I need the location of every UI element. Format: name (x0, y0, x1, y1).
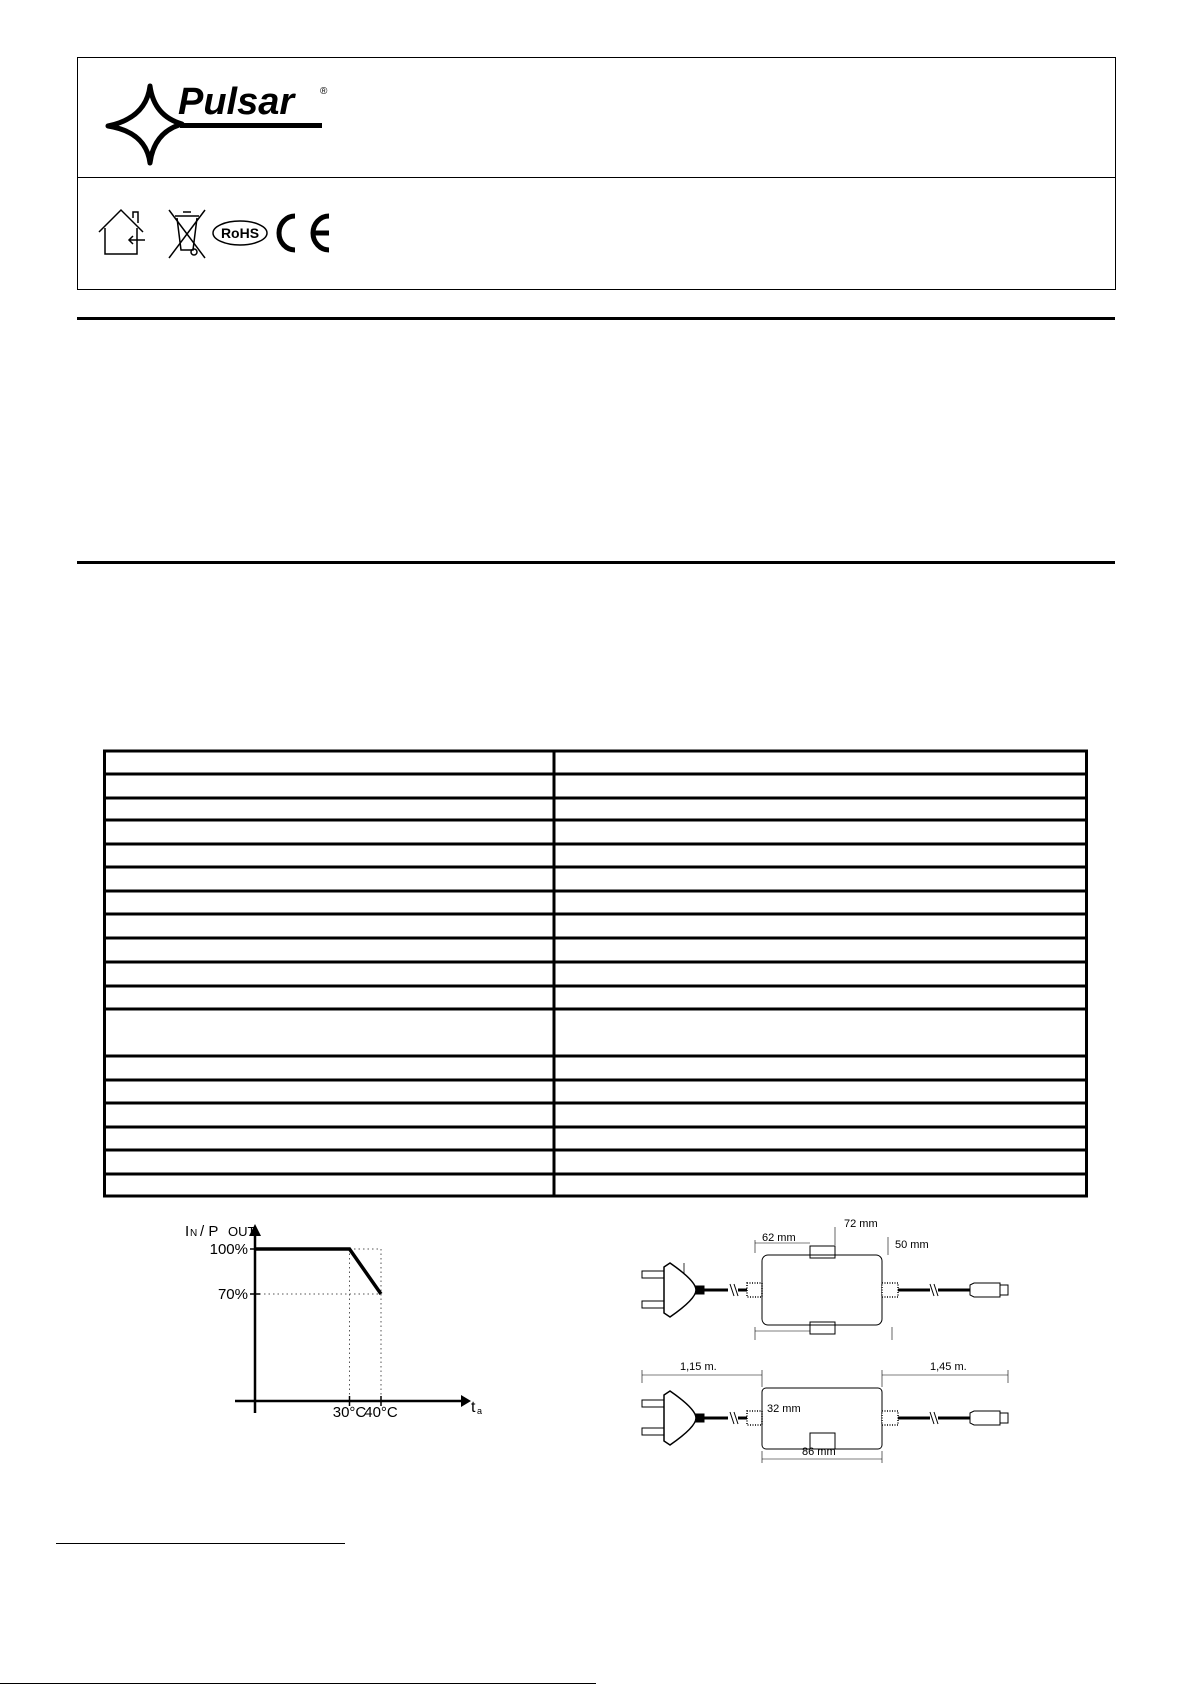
table-cell-value (556, 1058, 1086, 1079)
table-cell-label (106, 964, 553, 985)
rohs-label: RoHS (220, 225, 260, 241)
cable-out-side (882, 1411, 1008, 1425)
table-cell-label (106, 776, 553, 797)
pulsar-star-icon (108, 86, 182, 163)
y-axis-label-sub1: N (190, 1228, 198, 1239)
x-tick-label: 40°C (364, 1404, 398, 1418)
chart-guides (255, 1249, 381, 1401)
table-cell-value (556, 940, 1086, 961)
table-cell-value (556, 916, 1086, 937)
table-cell-value (556, 1082, 1086, 1102)
dim-length: 86 mm (802, 1446, 836, 1458)
table-cell-value (556, 753, 1086, 773)
table-cell-value (556, 988, 1086, 1008)
y-axis-label-sub2: OUT (228, 1224, 256, 1239)
side-view (642, 1361, 1008, 1463)
derating-chart (165, 1218, 505, 1418)
rohs-mark (213, 221, 267, 245)
table-cell-label (106, 1129, 553, 1149)
table-cell-value (556, 822, 1086, 843)
certification-marks (97, 206, 347, 260)
header-box (77, 57, 1116, 290)
dim-72mm: 72 mm (844, 1218, 878, 1230)
adapter-body-top (762, 1255, 882, 1325)
x-axis-label-main: t (471, 1399, 476, 1416)
plug-top-icon (642, 1263, 704, 1317)
section-rule-top (77, 317, 1115, 320)
registered-mark: ® (320, 86, 328, 97)
y-tick-label: 100% (209, 1241, 248, 1258)
x-axis-arrow-icon (461, 1395, 471, 1407)
table-cell-value (556, 1129, 1086, 1149)
adapter-body-side (762, 1388, 882, 1449)
cable-out-top (882, 1283, 1008, 1297)
table-cell-label (106, 1105, 553, 1126)
table-cell-label (106, 800, 553, 819)
chart-series (255, 1249, 381, 1294)
y-axis-label-sep: / P (200, 1223, 219, 1240)
table-cell-label (106, 893, 553, 913)
chart-ticks (210, 1241, 398, 1418)
indoor-use-icon (99, 210, 145, 254)
table-cell-label (106, 753, 553, 773)
table-cell-label (106, 988, 553, 1008)
y-tick-label: 70% (217, 1286, 248, 1303)
table-cell-value (556, 869, 1086, 890)
cable-in-top (704, 1283, 762, 1297)
table-cell-value (556, 1011, 1086, 1055)
table-cell-label (106, 940, 553, 961)
brand-underline (180, 123, 322, 128)
table-cell-label (106, 822, 553, 843)
table-cell-value (556, 846, 1086, 866)
footnote-rule (56, 1543, 345, 1544)
brand-wordmark: Pulsar (178, 81, 295, 123)
plug-side-icon (642, 1391, 704, 1445)
table-cell-label (106, 1058, 553, 1079)
table-cell-label (106, 1152, 553, 1173)
table-cell-label (106, 1082, 553, 1102)
dim-cable-in: 1,15 m. (680, 1361, 717, 1373)
dim-62mm: 62 mm (762, 1232, 796, 1244)
specification-table (103, 749, 1088, 1198)
table-cell-label (106, 916, 553, 937)
y-axis-label-main: I (185, 1223, 190, 1240)
table-cell-value (556, 964, 1086, 985)
series-line (255, 1249, 381, 1294)
table-cell-label (106, 1011, 553, 1055)
table-cell-value (556, 776, 1086, 797)
section-rule-middle (77, 561, 1115, 564)
crossed-out-bin-icon (169, 210, 205, 258)
top-view (642, 1218, 1008, 1340)
bottom-rule (0, 1683, 596, 1684)
header-divider (78, 177, 1115, 178)
table-frame (105, 751, 1087, 1196)
x-axis-label-sub: a (477, 1406, 483, 1416)
pulsar-logo (102, 68, 332, 168)
table-cell-label (106, 869, 553, 890)
table-cell-value (556, 1176, 1086, 1195)
cable-in-side (704, 1411, 762, 1425)
dim-height: 32 mm (767, 1403, 801, 1415)
table-cell-value (556, 800, 1086, 819)
dim-cable-out: 1,45 m. (930, 1361, 967, 1373)
x-tick-label: 30°C (332, 1404, 367, 1418)
dimension-drawing (630, 1215, 1050, 1470)
table-cell-label (106, 846, 553, 866)
table-cell-value (556, 1152, 1086, 1173)
table-cell-value (556, 893, 1086, 913)
dim-50mm: 50 mm (895, 1239, 929, 1251)
ce-mark-icon (279, 216, 329, 250)
table-cell-value (556, 1105, 1086, 1126)
table-cell-label (106, 1176, 553, 1195)
